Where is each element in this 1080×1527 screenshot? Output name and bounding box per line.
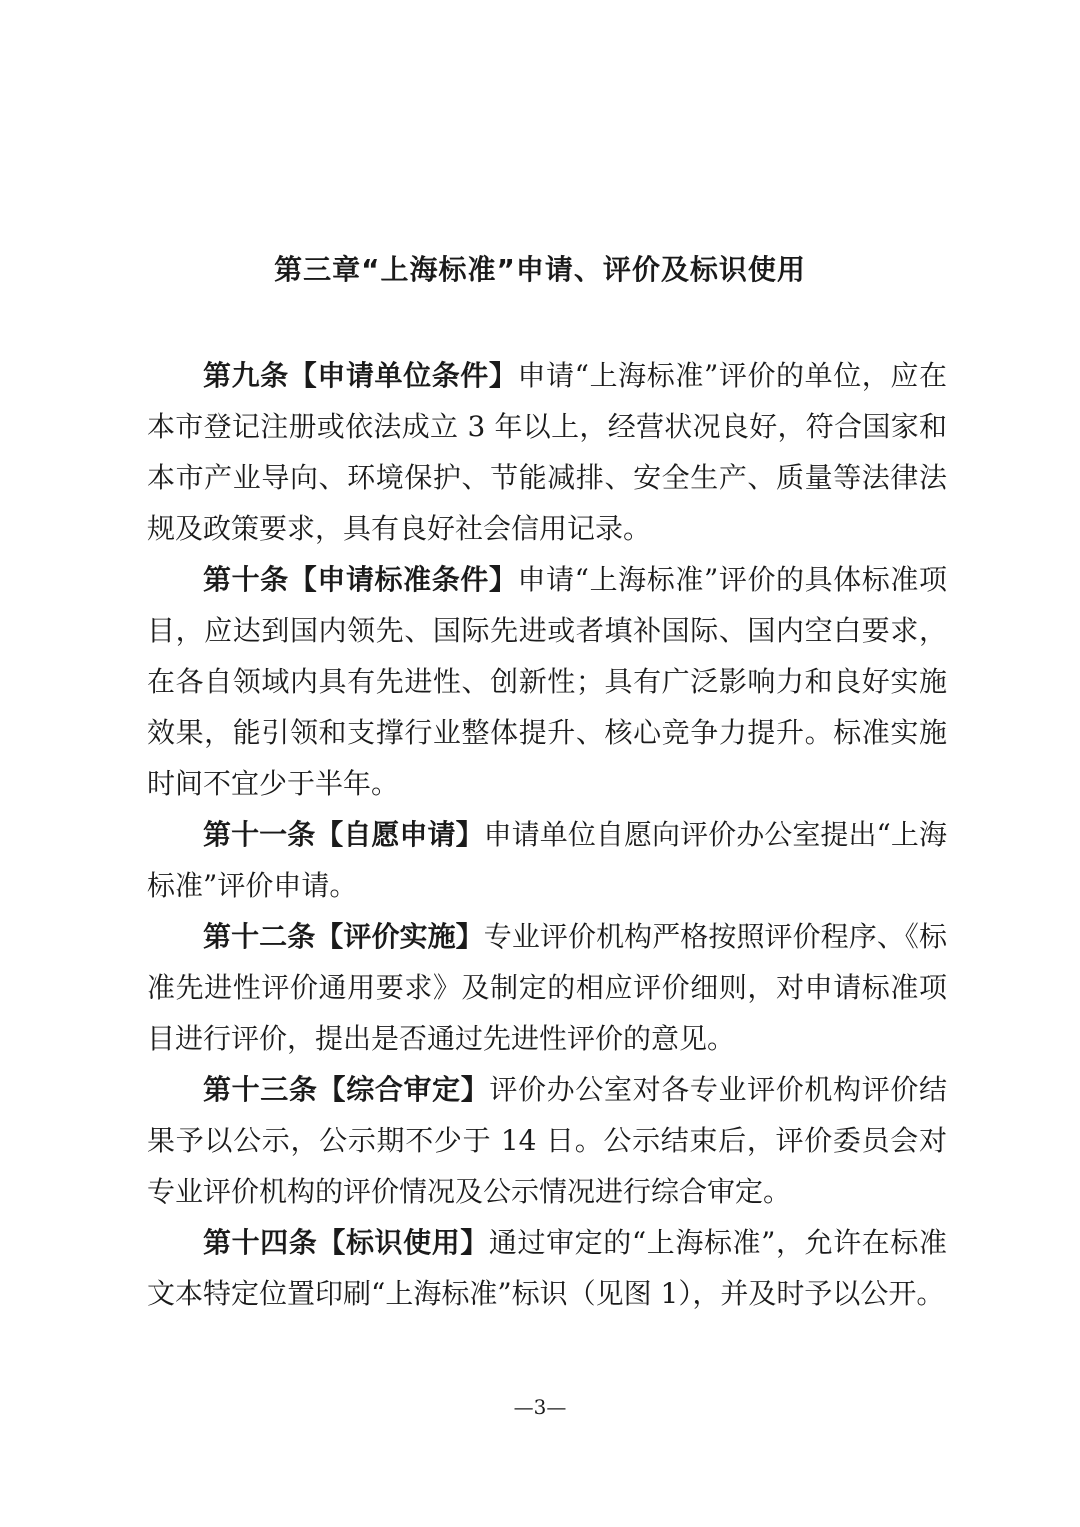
page-number: —3—	[513, 1395, 567, 1419]
article-heading: 第十四条【标识使用】	[203, 1226, 489, 1259]
article-heading: 第十二条【评价实施】	[203, 920, 484, 953]
article-text: 通过审定的“上海标准”，允许在标准文本特定位置印刷“上海标准”标识（见图 1），并及时予以公开。	[147, 1226, 947, 1310]
article-14	[147, 1217, 947, 1319]
article-heading: 第十三条【综合审定】	[203, 1073, 490, 1106]
article-12	[147, 911, 947, 1064]
article-text: 专业评价机构严格按照评价程序、《标准先进性评价通用要求》及制定的相应评价细则，对申请标准项目进行评价，提出是否通过先进性评价的意见。	[147, 920, 947, 1055]
articles-body	[147, 350, 947, 1319]
article-11	[147, 809, 947, 911]
article-10	[147, 554, 947, 809]
article-heading: 第九条【申请单位条件】	[203, 359, 518, 392]
article-text: 申请“上海标准”评价的单位，应在本市登记注册或依法成立 3 年以上，经营状况良好，符合国家和本市产业导向、环境保护、节能减排、安全生产、质量等法律法规及政策要求，具有良好社会信用记录。	[147, 359, 947, 545]
article-heading: 第十条【申请标准条件】	[203, 563, 518, 596]
article-13	[147, 1064, 947, 1217]
article-text: 评价办公室对各专业评价机构评价结果予以公示，公示期不少于 14 日。公示结束后，评价委员会对专业评价机构的评价情况及公示情况进行综合审定。	[147, 1073, 947, 1208]
article-text: 申请单位自愿向评价办公室提出“上海标准”评价申请。	[147, 818, 947, 902]
chapter-title: 第三章“上海标准”申请、评价及标识使用	[274, 253, 806, 286]
article-9	[147, 350, 947, 554]
article-heading: 第十一条【自愿申请】	[203, 818, 484, 851]
article-text: 申请“上海标准”评价的具体标准项目，应达到国内领先、国际先进或者填补国际、国内空白要求，在各自领域内具有先进性、创新性；具有广泛影响力和良好实施效果，能引领和支撑行业整体提升、核心竞争力提升。标准实施时间不宜少于半年。	[147, 563, 947, 800]
